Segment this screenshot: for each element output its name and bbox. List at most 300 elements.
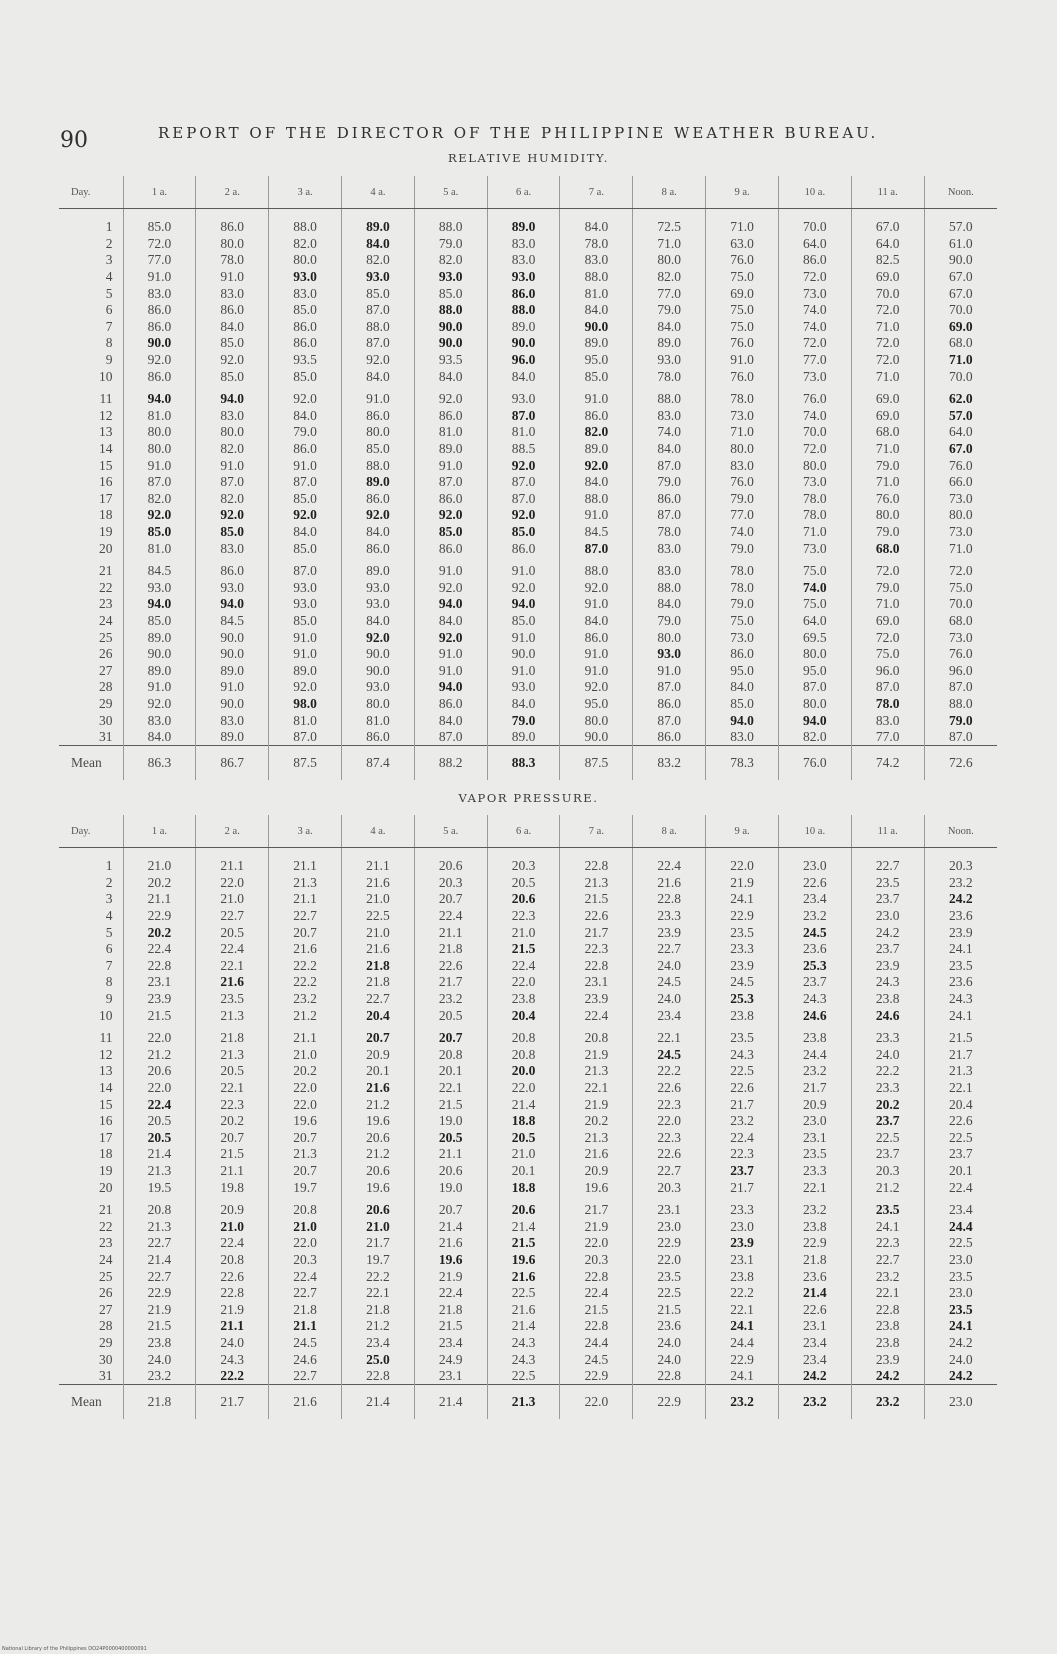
value-cell: 19.7 xyxy=(341,1252,414,1269)
value-cell: 79.0 xyxy=(269,424,342,441)
value-cell: 84.0 xyxy=(706,679,779,696)
value-cell: 22.6 xyxy=(778,875,851,892)
value-cell: 82.0 xyxy=(633,269,706,286)
value-cell: 91.0 xyxy=(487,629,560,646)
value-cell: 20.9 xyxy=(196,1202,269,1219)
value-cell xyxy=(123,924,196,941)
extreme-value: 22.4 xyxy=(147,1096,172,1112)
value-cell: 22.4 xyxy=(196,1235,269,1252)
data-row xyxy=(59,1235,997,1252)
extreme-value: 20.7 xyxy=(366,1030,390,1046)
value-cell: 72.0 xyxy=(778,441,851,458)
value-cell: 75.0 xyxy=(706,302,779,319)
value-cell xyxy=(924,441,997,458)
value-cell xyxy=(487,1252,560,1269)
extreme-value: 21.0 xyxy=(293,1218,317,1234)
value-cell: 21.7 xyxy=(706,1179,779,1196)
value-cell: 22.1 xyxy=(851,1285,924,1302)
value-cell: 22.5 xyxy=(633,1285,706,1302)
value-cell: 78.0 xyxy=(706,563,779,580)
extreme-value: 94.0 xyxy=(220,596,245,612)
extreme-value: 88.0 xyxy=(511,302,536,318)
value-cell: 87.0 xyxy=(851,679,924,696)
value-cell: 80.0 xyxy=(778,696,851,713)
value-cell: 22.5 xyxy=(341,908,414,925)
value-cell: 22.6 xyxy=(633,1080,706,1097)
value-cell: 88.0 xyxy=(560,269,633,286)
value-cell: 24.0 xyxy=(633,958,706,975)
value-cell: 87.0 xyxy=(778,679,851,696)
value-cell: 90.0 xyxy=(560,729,633,746)
day-number: 13 xyxy=(99,424,113,440)
value-cell: 80.0 xyxy=(123,424,196,441)
extreme-value: 21.4 xyxy=(803,1285,827,1301)
value-cell: 23.1 xyxy=(778,1318,851,1335)
value-cell: 22.0 xyxy=(633,1252,706,1269)
value-cell: 20.7 xyxy=(414,891,487,908)
value-cell: 87.5 xyxy=(560,746,633,781)
data-row xyxy=(59,1130,997,1147)
value-cell: 21.6 xyxy=(341,941,414,958)
value-cell: 90.0 xyxy=(196,646,269,663)
value-cell: 67.0 xyxy=(851,209,924,236)
value-cell: 21.0 xyxy=(196,891,269,908)
value-cell: 21.1 xyxy=(196,1163,269,1180)
value-cell: 91.0 xyxy=(196,679,269,696)
value-cell: 87.0 xyxy=(633,507,706,524)
value-cell xyxy=(487,302,560,319)
day-number: 14 xyxy=(99,441,113,457)
value-cell: 83.0 xyxy=(633,563,706,580)
value-cell: 22.7 xyxy=(269,908,342,925)
value-cell: 80.0 xyxy=(196,424,269,441)
value-cell: 24.0 xyxy=(196,1335,269,1352)
value-cell: 21.4 xyxy=(414,1385,487,1420)
extreme-value: 21.0 xyxy=(366,1218,390,1234)
value-cell: 24.5 xyxy=(633,974,706,991)
value-cell: 74.0 xyxy=(706,524,779,541)
value-cell: 86.0 xyxy=(414,408,487,425)
value-cell: 87.0 xyxy=(269,729,342,746)
value-cell: 86.0 xyxy=(341,491,414,508)
value-cell: 81.0 xyxy=(414,424,487,441)
value-cell: 78.0 xyxy=(706,391,779,408)
value-cell: 84.0 xyxy=(341,524,414,541)
value-cell: 21.5 xyxy=(924,1030,997,1047)
value-cell: 21.7 xyxy=(341,1235,414,1252)
hour-column-header: 11 a. xyxy=(851,815,924,848)
value-cell xyxy=(706,1318,779,1335)
value-cell: 93.0 xyxy=(487,679,560,696)
value-cell: 84.0 xyxy=(269,408,342,425)
value-cell: 83.2 xyxy=(633,746,706,781)
value-cell: 21.4 xyxy=(414,1218,487,1235)
value-cell: 20.6 xyxy=(414,1163,487,1180)
value-cell: 21.4 xyxy=(123,1146,196,1163)
value-cell: 86.0 xyxy=(341,729,414,746)
value-cell: 86.0 xyxy=(633,729,706,746)
hour-column-header: 7 a. xyxy=(560,176,633,209)
value-cell: 22.7 xyxy=(633,941,706,958)
extreme-value: 92.0 xyxy=(366,507,390,523)
extreme-value: 93.0 xyxy=(366,269,390,285)
value-cell xyxy=(560,540,633,557)
value-cell: 87.0 xyxy=(924,679,997,696)
value-cell: 76.0 xyxy=(924,457,997,474)
extreme-value: 20.6 xyxy=(511,891,536,907)
value-cell: 83.0 xyxy=(196,285,269,302)
value-cell: 23.6 xyxy=(924,974,997,991)
value-cell: 89.0 xyxy=(487,729,560,746)
day-number: 23 xyxy=(99,596,113,612)
value-cell: 84.0 xyxy=(560,209,633,236)
relative-humidity-table xyxy=(59,176,997,780)
value-cell: 82.0 xyxy=(196,441,269,458)
value-cell: 23.8 xyxy=(706,1268,779,1285)
day-number: 6 xyxy=(105,302,113,318)
value-cell: 79.0 xyxy=(633,474,706,491)
value-cell xyxy=(196,391,269,408)
day-number: 8 xyxy=(105,974,113,990)
value-cell xyxy=(924,319,997,336)
value-cell: 22.3 xyxy=(196,1096,269,1113)
hour-column-header: 5 a. xyxy=(414,815,487,848)
data-row xyxy=(59,209,997,236)
value-cell xyxy=(414,507,487,524)
value-cell: 80.0 xyxy=(633,629,706,646)
value-cell: 85.0 xyxy=(196,335,269,352)
value-cell: 89.0 xyxy=(341,563,414,580)
value-cell: 91.0 xyxy=(560,391,633,408)
value-cell xyxy=(487,408,560,425)
extreme-value: 20.2 xyxy=(875,1096,900,1112)
value-cell: 84.0 xyxy=(633,319,706,336)
value-cell: 23.7 xyxy=(851,1146,924,1163)
day-number: 26 xyxy=(99,1285,113,1301)
value-cell: 24.0 xyxy=(851,1047,924,1064)
value-cell: 21.3 xyxy=(560,875,633,892)
extreme-value: 23.2 xyxy=(803,1394,827,1410)
value-cell: 87.0 xyxy=(269,474,342,491)
hour-column-header: 4 a. xyxy=(341,815,414,848)
value-cell xyxy=(924,712,997,729)
value-cell: 69.0 xyxy=(706,285,779,302)
day-number: 20 xyxy=(99,1179,113,1195)
value-cell: 84.0 xyxy=(196,319,269,336)
hour-column-header: 6 a. xyxy=(487,815,560,848)
value-cell: 23.5 xyxy=(924,1268,997,1285)
day-number: 19 xyxy=(99,523,113,539)
data-row xyxy=(59,1080,997,1097)
extreme-value: 19.6 xyxy=(438,1251,463,1267)
value-cell: 84.0 xyxy=(560,474,633,491)
value-cell xyxy=(123,1130,196,1147)
value-cell: 21.3 xyxy=(269,1146,342,1163)
value-cell xyxy=(778,1385,851,1420)
value-cell: 21.8 xyxy=(414,1301,487,1318)
value-cell: 89.0 xyxy=(196,662,269,679)
value-cell: 22.7 xyxy=(851,848,924,875)
value-cell xyxy=(341,1202,414,1219)
value-cell: 24.0 xyxy=(633,991,706,1008)
day-number: 10 xyxy=(99,368,113,384)
extreme-value: 93.0 xyxy=(293,269,317,285)
value-cell xyxy=(924,1218,997,1235)
extreme-value: 18.8 xyxy=(511,1113,536,1129)
value-cell: 23.6 xyxy=(633,1318,706,1335)
day-number: 23 xyxy=(99,1235,113,1251)
extreme-value: 94.0 xyxy=(438,679,463,695)
value-cell: 23.9 xyxy=(560,991,633,1008)
extreme-value: 24.1 xyxy=(730,1318,754,1334)
value-cell: 64.0 xyxy=(924,424,997,441)
value-cell: 24.3 xyxy=(924,991,997,1008)
value-cell: 24.0 xyxy=(924,1351,997,1368)
extreme-value: 84.0 xyxy=(366,235,390,251)
value-cell: 20.9 xyxy=(560,1163,633,1180)
value-cell: 86.0 xyxy=(196,209,269,236)
value-cell: 61.0 xyxy=(924,236,997,253)
value-cell: 87.5 xyxy=(269,746,342,781)
data-row xyxy=(59,662,997,679)
value-cell xyxy=(487,507,560,524)
value-cell: 85.0 xyxy=(706,696,779,713)
value-cell: 19.0 xyxy=(414,1179,487,1196)
value-cell: 23.2 xyxy=(778,1063,851,1080)
value-cell: 20.7 xyxy=(196,1130,269,1147)
value-cell: 90.0 xyxy=(924,252,997,269)
value-cell: 22.1 xyxy=(778,1179,851,1196)
value-cell: 75.0 xyxy=(706,269,779,286)
day-number: 19 xyxy=(99,1162,113,1178)
value-cell: 21.5 xyxy=(414,1096,487,1113)
value-cell xyxy=(414,1252,487,1269)
day-number: 22 xyxy=(99,579,113,595)
value-cell: 90.0 xyxy=(196,629,269,646)
value-cell: 85.0 xyxy=(341,285,414,302)
value-cell: 87.0 xyxy=(414,729,487,746)
value-cell xyxy=(851,1368,924,1385)
value-cell: 22.8 xyxy=(560,958,633,975)
day-number: 7 xyxy=(105,318,113,334)
value-cell: 77.0 xyxy=(633,285,706,302)
value-cell: 76.0 xyxy=(706,252,779,269)
value-cell: 22.6 xyxy=(414,958,487,975)
value-cell: 22.3 xyxy=(706,1146,779,1163)
value-cell: 86.0 xyxy=(269,335,342,352)
extreme-value: 96.0 xyxy=(511,352,536,368)
value-cell: 22.9 xyxy=(123,1285,196,1302)
value-cell: 20.3 xyxy=(924,848,997,875)
value-cell: 21.0 xyxy=(341,924,414,941)
value-cell: 21.6 xyxy=(269,1385,342,1420)
value-cell: 22.8 xyxy=(633,891,706,908)
day-number: 14 xyxy=(99,1080,113,1096)
data-row xyxy=(59,1252,997,1269)
value-cell xyxy=(924,1301,997,1318)
value-cell xyxy=(633,646,706,663)
value-cell: 20.3 xyxy=(269,1252,342,1269)
value-cell: 89.0 xyxy=(269,662,342,679)
data-row xyxy=(59,391,997,408)
data-row xyxy=(59,1007,997,1024)
running-head: REPORT OF THE DIRECTOR OF THE PHILIPPINE WEATHER BUREAU. xyxy=(158,124,879,142)
value-cell xyxy=(341,269,414,286)
day-number: 28 xyxy=(99,1318,113,1334)
value-cell: 82.0 xyxy=(341,252,414,269)
value-cell: 20.3 xyxy=(487,848,560,875)
value-cell: 21.1 xyxy=(269,891,342,908)
value-cell: 89.0 xyxy=(196,729,269,746)
value-cell xyxy=(487,891,560,908)
value-cell: 21.3 xyxy=(196,1007,269,1024)
value-cell: 22.4 xyxy=(269,1268,342,1285)
value-cell: 86.3 xyxy=(123,746,196,781)
value-cell: 22.0 xyxy=(269,1235,342,1252)
extreme-value: 87.0 xyxy=(584,540,609,556)
value-cell: 78.0 xyxy=(706,579,779,596)
value-cell: 80.0 xyxy=(341,424,414,441)
value-cell: 23.4 xyxy=(778,1335,851,1352)
value-cell: 79.0 xyxy=(633,302,706,319)
value-cell xyxy=(778,1285,851,1302)
value-cell: 22.5 xyxy=(851,1130,924,1147)
value-cell: 74.0 xyxy=(778,302,851,319)
value-cell: 84.0 xyxy=(560,302,633,319)
value-cell: 20.5 xyxy=(196,924,269,941)
day-number: 1 xyxy=(105,858,113,874)
value-cell: 23.2 xyxy=(269,991,342,1008)
value-cell: 69.5 xyxy=(778,629,851,646)
value-cell: 86.7 xyxy=(196,746,269,781)
value-cell xyxy=(487,352,560,369)
value-cell xyxy=(924,391,997,408)
value-cell: 21.4 xyxy=(341,1385,414,1420)
vapor-pressure-table xyxy=(59,815,997,1419)
value-cell: 23.5 xyxy=(196,991,269,1008)
value-cell: 22.1 xyxy=(560,1080,633,1097)
value-cell: 76.0 xyxy=(924,646,997,663)
value-cell: 91.0 xyxy=(196,457,269,474)
value-cell: 21.8 xyxy=(778,1252,851,1269)
data-row xyxy=(59,319,997,336)
value-cell: 84.0 xyxy=(633,441,706,458)
data-row xyxy=(59,408,997,425)
value-cell: 20.2 xyxy=(560,1113,633,1130)
value-cell: 20.2 xyxy=(196,1113,269,1130)
value-cell: 22.6 xyxy=(778,1301,851,1318)
value-cell: 92.0 xyxy=(123,696,196,713)
value-cell: 22.8 xyxy=(123,958,196,975)
value-cell: 70.0 xyxy=(924,302,997,319)
value-cell: 87.0 xyxy=(487,474,560,491)
value-cell xyxy=(851,1202,924,1219)
value-cell: 21.5 xyxy=(414,1318,487,1335)
value-cell: 91.0 xyxy=(560,596,633,613)
extreme-value: 94.0 xyxy=(511,596,536,612)
extreme-value: 25.3 xyxy=(730,991,754,1007)
value-cell: 23.3 xyxy=(706,941,779,958)
value-cell: 21.3 xyxy=(196,1047,269,1064)
value-cell: 93.0 xyxy=(487,391,560,408)
value-cell: 22.7 xyxy=(633,1163,706,1180)
value-cell: 72.0 xyxy=(851,563,924,580)
value-cell: 20.8 xyxy=(196,1252,269,1269)
value-cell: 22.2 xyxy=(633,1063,706,1080)
value-cell xyxy=(123,1096,196,1113)
extreme-value: 21.6 xyxy=(366,1080,390,1096)
hour-column-header: 1 a. xyxy=(123,176,196,209)
data-row xyxy=(59,368,997,385)
value-cell: 89.0 xyxy=(123,629,196,646)
value-cell: 23.0 xyxy=(851,908,924,925)
value-cell: 22.0 xyxy=(560,1385,633,1420)
extreme-value: 23.7 xyxy=(730,1162,754,1178)
value-cell: 21.8 xyxy=(414,941,487,958)
value-cell: 22.7 xyxy=(269,1285,342,1302)
value-cell: 20.8 xyxy=(123,1202,196,1219)
value-cell: 86.0 xyxy=(269,319,342,336)
value-cell: 81.0 xyxy=(123,540,196,557)
day-number: 30 xyxy=(99,712,113,728)
extreme-value: 25.3 xyxy=(803,957,827,973)
value-cell: 84.0 xyxy=(487,696,560,713)
day-number: 31 xyxy=(99,729,113,745)
value-cell: 91.0 xyxy=(633,662,706,679)
extreme-value: 90.0 xyxy=(438,318,463,334)
value-cell: 19.5 xyxy=(123,1179,196,1196)
value-cell: 91.0 xyxy=(414,563,487,580)
day-number: 16 xyxy=(99,1113,113,1129)
hour-column-header: 11 a. xyxy=(851,176,924,209)
hour-column-header: 9 a. xyxy=(706,815,779,848)
value-cell: 91.0 xyxy=(341,391,414,408)
value-cell: 87.0 xyxy=(123,474,196,491)
value-cell: 86.0 xyxy=(560,629,633,646)
day-number: 20 xyxy=(99,540,113,556)
value-cell xyxy=(487,746,560,781)
value-cell: 86.0 xyxy=(633,696,706,713)
value-cell: 22.6 xyxy=(924,1113,997,1130)
value-cell: 20.5 xyxy=(487,875,560,892)
value-cell: 74.0 xyxy=(778,408,851,425)
value-cell: 80.0 xyxy=(560,712,633,729)
value-cell: 72.0 xyxy=(123,236,196,253)
day-number: 30 xyxy=(99,1351,113,1367)
value-cell xyxy=(196,1218,269,1235)
day-number: 3 xyxy=(105,252,113,268)
extreme-value: 20.5 xyxy=(147,1129,172,1145)
value-cell: 92.0 xyxy=(341,352,414,369)
value-cell: 21.7 xyxy=(924,1047,997,1064)
value-cell: 24.1 xyxy=(924,1007,997,1024)
value-cell xyxy=(123,335,196,352)
value-cell: 23.2 xyxy=(851,1268,924,1285)
value-cell: 91.0 xyxy=(487,563,560,580)
data-row xyxy=(59,1146,997,1163)
value-cell xyxy=(269,507,342,524)
value-cell: 24.1 xyxy=(706,891,779,908)
value-cell: 21.9 xyxy=(560,1047,633,1064)
value-cell: 86.0 xyxy=(778,252,851,269)
value-cell: 86.0 xyxy=(487,540,560,557)
extreme-value: 92.0 xyxy=(511,457,536,473)
extreme-value: 21.6 xyxy=(511,1268,536,1284)
value-cell: 23.0 xyxy=(778,848,851,875)
value-cell: 86.0 xyxy=(196,563,269,580)
extreme-value: 23.9 xyxy=(730,1235,754,1251)
value-cell: 24.4 xyxy=(706,1335,779,1352)
